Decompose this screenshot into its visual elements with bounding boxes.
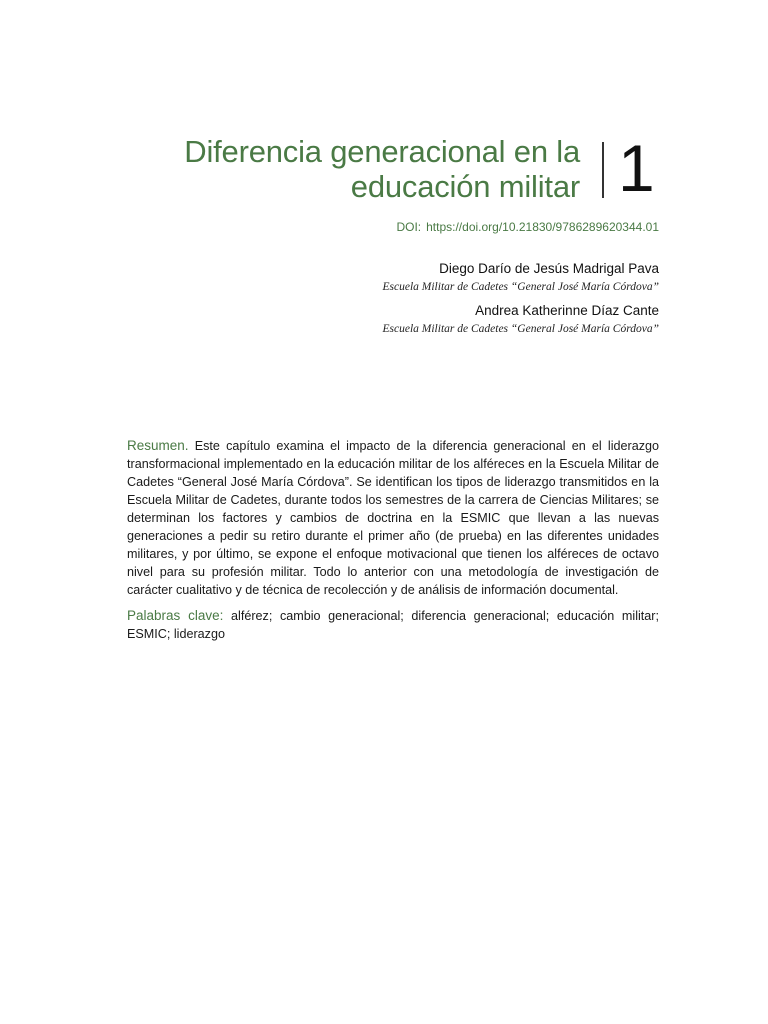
abstract-section: [127, 437, 659, 643]
abstract-text: Este capítulo examina el impacto de la diferencia generacional en el liderazgo transformacional implementado en la educación militar de los alféreces en la Escuela Militar de Cadetes “General José María Córdova”. Se identifican los tipos de liderazgo transmitidos en la Escuela Militar de Cadetes, durante todos los semestres de la carrera de Ciencias Militares; se determinan los factores y cambios de doctrina en la ESMIC que llevan a las nuevas generaciones a pedir su retiro durante el primer año (de prueba) en las diferentes unidades militares, y por último, se expone el enfoque motivacional que tienen los alféreces de octavo nivel para su profesión militar. Todo lo anterior con una metodología de investigación de carácter cualitativo y de técnica de recolección y de análisis de información documental.: [127, 439, 660, 597]
author-name: Andrea Katherinne Díaz Cante: [475, 303, 659, 318]
keywords-paragraph: [127, 607, 659, 643]
doi-label: DOI:: [396, 220, 422, 234]
doi-link[interactable]: https://doi.org/10.21830/9786289620344.01: [426, 220, 659, 234]
author-list: [159, 259, 659, 343]
chapter-number: 1: [618, 131, 655, 205]
doi: [396, 220, 659, 234]
abstract-paragraph: [127, 437, 659, 599]
abstract-label: Resumen.: [127, 438, 189, 453]
author-affiliation: Escuela Militar de Cadetes “General José María Córdova”: [382, 281, 659, 293]
chapter-divider: [602, 142, 604, 198]
author-name: Diego Darío de Jesús Madrigal Pava: [439, 261, 659, 276]
chapter-title-line-2: educación militar: [350, 169, 580, 204]
keywords-label: Palabras clave:: [127, 608, 224, 623]
chapter-title-line-1: Diferencia generacional en la: [184, 134, 580, 169]
chapter-title: [110, 134, 580, 204]
keywords-text: alférez; cambio generacional; diferencia generacional; educación militar; ESMIC; liderazgo: [127, 609, 659, 641]
author-affiliation: Escuela Militar de Cadetes “General José María Córdova”: [382, 323, 659, 335]
